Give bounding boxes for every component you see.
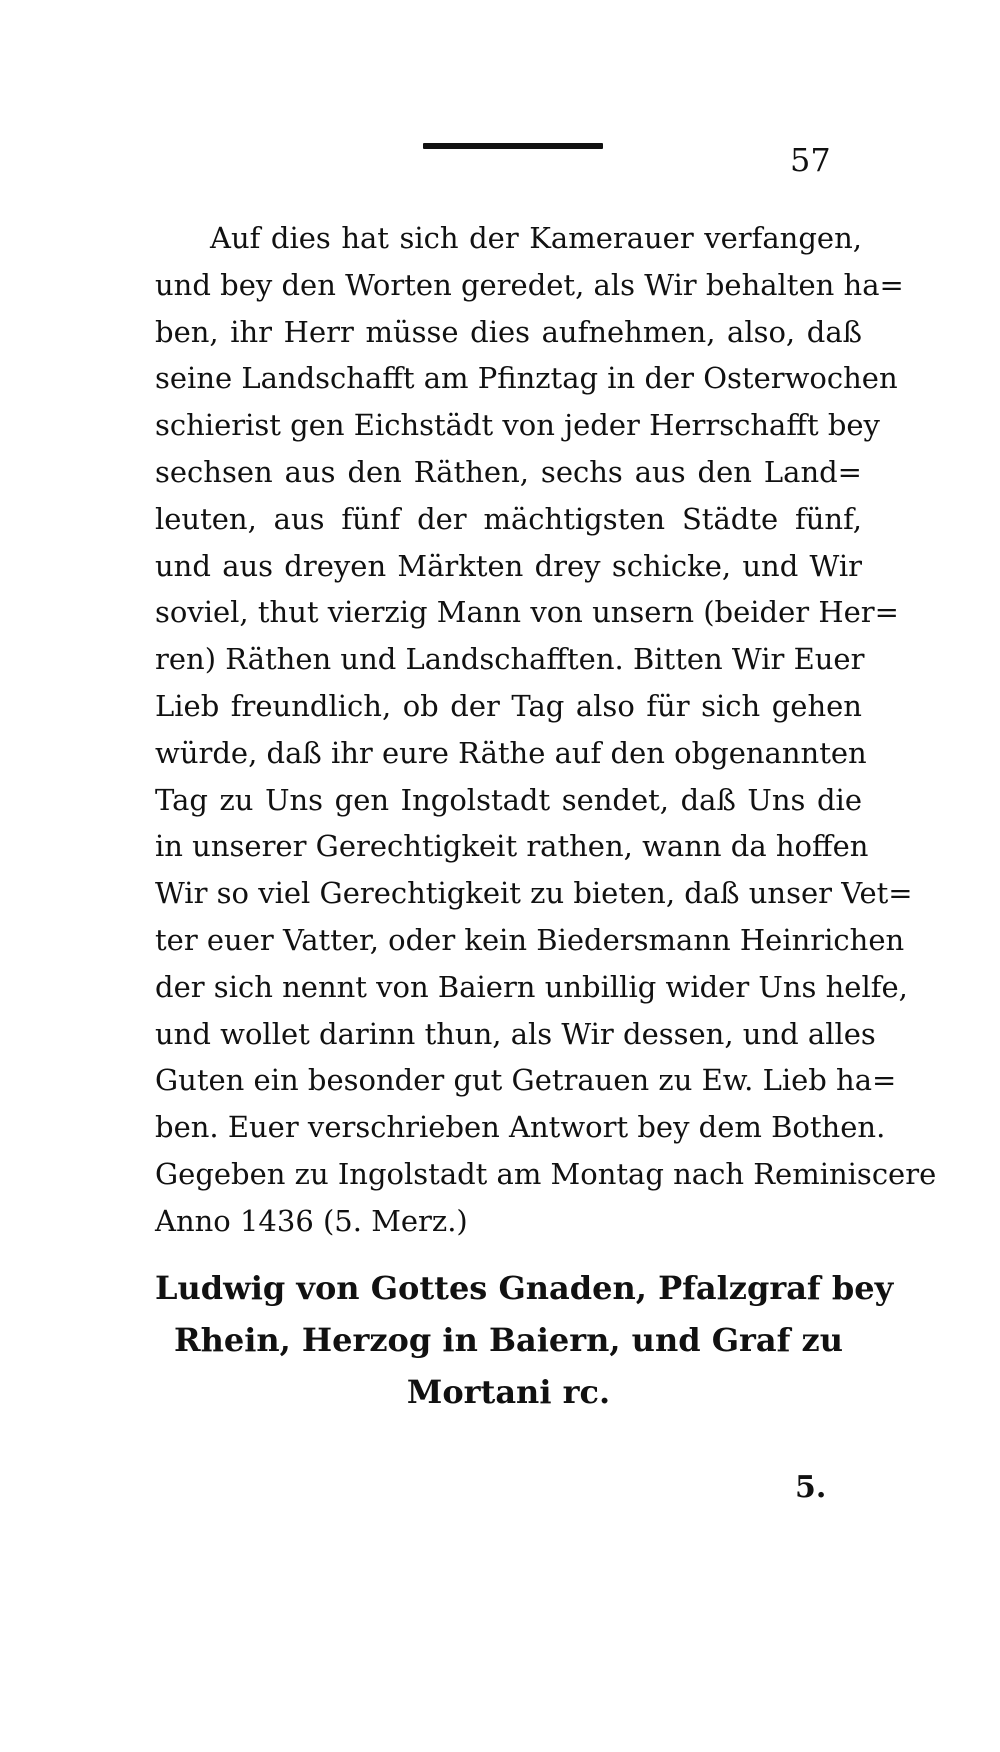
- text-line: sechsen aus den Räthen, sechs aus den Land=: [155, 454, 862, 489]
- signature-block: [155, 1262, 894, 1418]
- text-line: soviel, thut vierzig Mann von unsern (beider Her=: [155, 595, 899, 630]
- text-line: Guten ein besonder gut Getrauen zu Ew. Lieb ha=: [155, 1063, 897, 1098]
- signature-line: Mortani rc.: [406, 1373, 611, 1411]
- text-line: und aus dreyen Märkten drey schicke, und Wir: [155, 548, 862, 583]
- header-rule: [423, 143, 603, 149]
- text-line: Anno 1436 (5. Merz.): [155, 1203, 468, 1238]
- text-line: Wir so viel Gerechtigkeit zu bieten, daß unser Vet=: [155, 876, 913, 911]
- signature-line: Rhein, Herzog in Baiern, und Graf zu: [174, 1321, 843, 1359]
- text-line: Lieb freundlich, ob der Tag also für sich gehen: [155, 688, 862, 723]
- catchword: 5.: [795, 1470, 827, 1505]
- text-line: ter euer Vatter, oder kein Biedersmann Heinrichen: [155, 922, 905, 957]
- text-line: schierist gen Eichstädt von jeder Herrschafft bey: [155, 408, 880, 443]
- page-number: 57: [790, 141, 831, 179]
- text-line: Tag zu Uns gen Ingolstadt sendet, daß Uns die: [155, 782, 862, 817]
- text-line: Auf dies hat sich der Kamerauer verfangen,: [210, 221, 862, 255]
- text-line: der sich nennt von Baiern unbillig wider Uns helfe,: [155, 969, 908, 1004]
- text-line: und bey den Worten geredet, als Wir behalten ha=: [155, 267, 904, 302]
- text-line: Gegeben zu Ingolstadt am Montag nach Reminiscere: [155, 1156, 937, 1191]
- text-line: und wollet darinn thun, als Wir dessen, und alles: [155, 1016, 876, 1051]
- letter-body: [155, 215, 937, 1245]
- text-line: ren) Räthen und Landschafften. Bitten Wir Euer: [155, 642, 865, 677]
- signature-line: Ludwig von Gottes Gnaden, Pfalzgraf bey: [155, 1269, 894, 1307]
- text-line: in unserer Gerechtigkeit rathen, wann da hoffen: [155, 829, 869, 864]
- text-line: würde, daß ihr eure Räthe auf den obgenannten: [155, 735, 867, 770]
- text-line: ben, ihr Herr müsse dies aufnehmen, also, daß: [155, 314, 862, 349]
- text-line: seine Landschafft am Pfinztag in der Osterwochen: [155, 361, 898, 396]
- text-line: ben. Euer verschrieben Antwort bey dem Bothen.: [155, 1110, 886, 1145]
- text-line: leuten, aus fünf der mächtigsten Städte fünf,: [155, 501, 862, 536]
